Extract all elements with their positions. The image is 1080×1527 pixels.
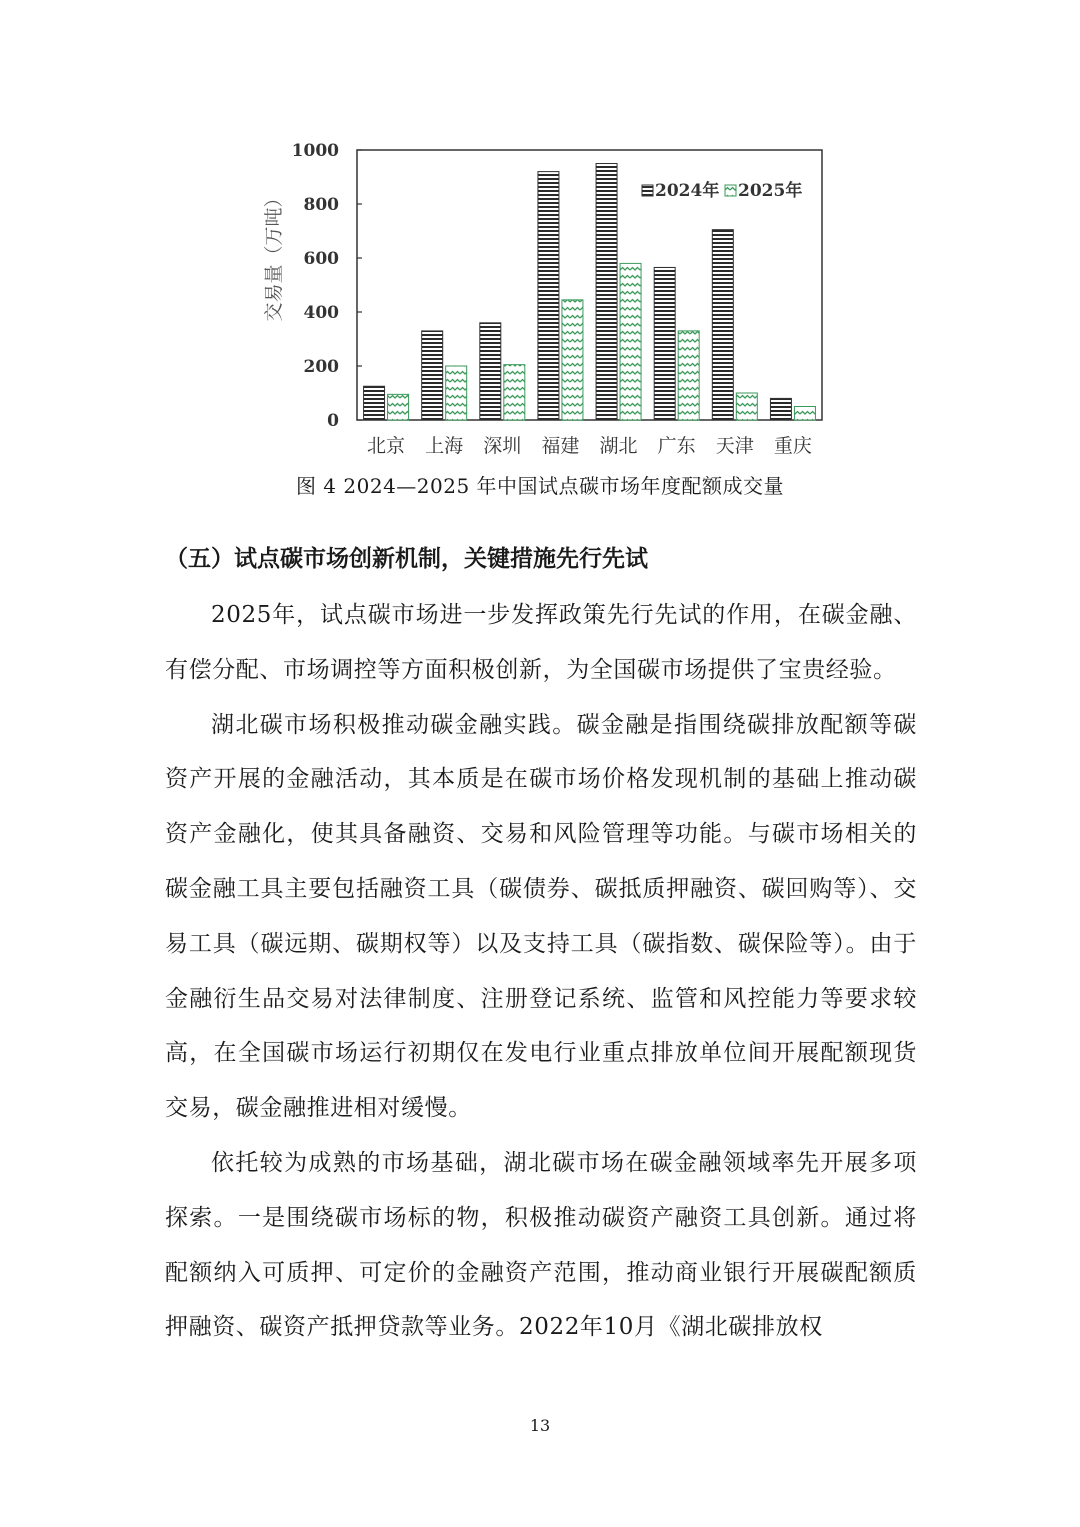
legend-label-2024: 2024年 [655, 181, 720, 201]
paragraph: 2025年，试点碳市场进一步发挥政策先行先试的作用，在碳金融、有偿分配、市场调控等方面积极创新，为全国碳市场提供了宝贵经验。 [165, 602, 917, 683]
y-tick-label: 200 [303, 357, 339, 377]
x-tick-label: 上海 [425, 435, 464, 457]
section-heading: （五）试点碳市场创新机制，关键措施先行先试 [165, 545, 648, 572]
paragraph: 依托较为成熟的市场基础，湖北碳市场在碳金融领域率先开展多项探索。一是围绕碳市场标的物，积极推动碳资产融资工具创新。通过将配额纳入可质押、可定价的金融资产范围，推动商业银行开展碳配额质押融资、碳资产抵押贷款等业务。2022年10月《湖北碳排放权 [165, 1149, 917, 1341]
figure-caption: 图 4 2024—2025 年中国试点碳市场年度配额成交量 [295, 474, 785, 498]
body-text [165, 588, 917, 1355]
y-tick-label: 800 [303, 195, 339, 215]
y-tick-label: 400 [303, 303, 339, 323]
x-tick-label: 福建 [541, 435, 580, 457]
bars [364, 164, 816, 421]
legend-swatch-2025 [725, 185, 736, 196]
bar-2025年-上海 [446, 366, 467, 420]
bar-2024年-深圳 [480, 323, 501, 420]
legend [642, 180, 802, 201]
y-tick-label: 600 [303, 249, 339, 269]
bar-2025年-湖北 [620, 263, 641, 420]
y-tick-label: 0 [327, 411, 339, 431]
x-tick-label: 天津 [715, 435, 754, 457]
y-tick-label: 1000 [291, 141, 339, 161]
y-axis [292, 141, 362, 431]
bar-2024年-湖北 [596, 164, 617, 421]
bar-2024年-上海 [422, 331, 443, 420]
bar-2024年-北京 [364, 386, 385, 420]
x-tick-label: 湖北 [599, 435, 638, 457]
bar-2025年-广东 [678, 331, 699, 420]
x-axis [367, 435, 812, 457]
paragraph: 湖北碳市场积极推动碳金融实践。碳金融是指围绕碳排放配额等碳资产开展的金融活动，其本质是在碳市场价格发现机制的基础上推动碳资产金融化，使其具备融资、交易和风险管理等功能。与碳市场相关的碳金融工具主要包括融资工具（碳债券、碳抵质押融资、碳回购等）、交易工具（碳远期、碳期权等）以及支持工具（碳指数、碳保险等）。由于金融衍生品交易对法律制度、注册登记系统、监管和风控能力等要求较高，在全国碳市场运行初期仅在发电行业重点排放单位间开展配额现货交易，碳金融推进相对缓慢。 [165, 711, 917, 1122]
bar-2024年-福建 [538, 172, 559, 420]
legend-label-2025: 2025年 [738, 181, 803, 201]
bar-2025年-深圳 [504, 365, 525, 420]
legend-swatch-2024 [642, 185, 653, 196]
bar-2024年-天津 [712, 230, 733, 420]
bar-2025年-天津 [736, 393, 757, 420]
bar-2025年-重庆 [794, 407, 815, 421]
page-number: 13 [529, 1416, 551, 1435]
x-tick-label: 广东 [657, 435, 696, 457]
bar-2024年-广东 [654, 267, 675, 420]
bar-chart [240, 130, 840, 470]
x-tick-label: 北京 [367, 435, 406, 457]
y-axis-label: 交易量（万吨） [263, 188, 285, 322]
bar-2025年-北京 [388, 394, 409, 420]
x-tick-label: 深圳 [483, 435, 522, 457]
bar-2024年-重庆 [770, 398, 791, 420]
x-tick-label: 重庆 [773, 435, 812, 457]
bar-2025年-福建 [562, 300, 583, 420]
